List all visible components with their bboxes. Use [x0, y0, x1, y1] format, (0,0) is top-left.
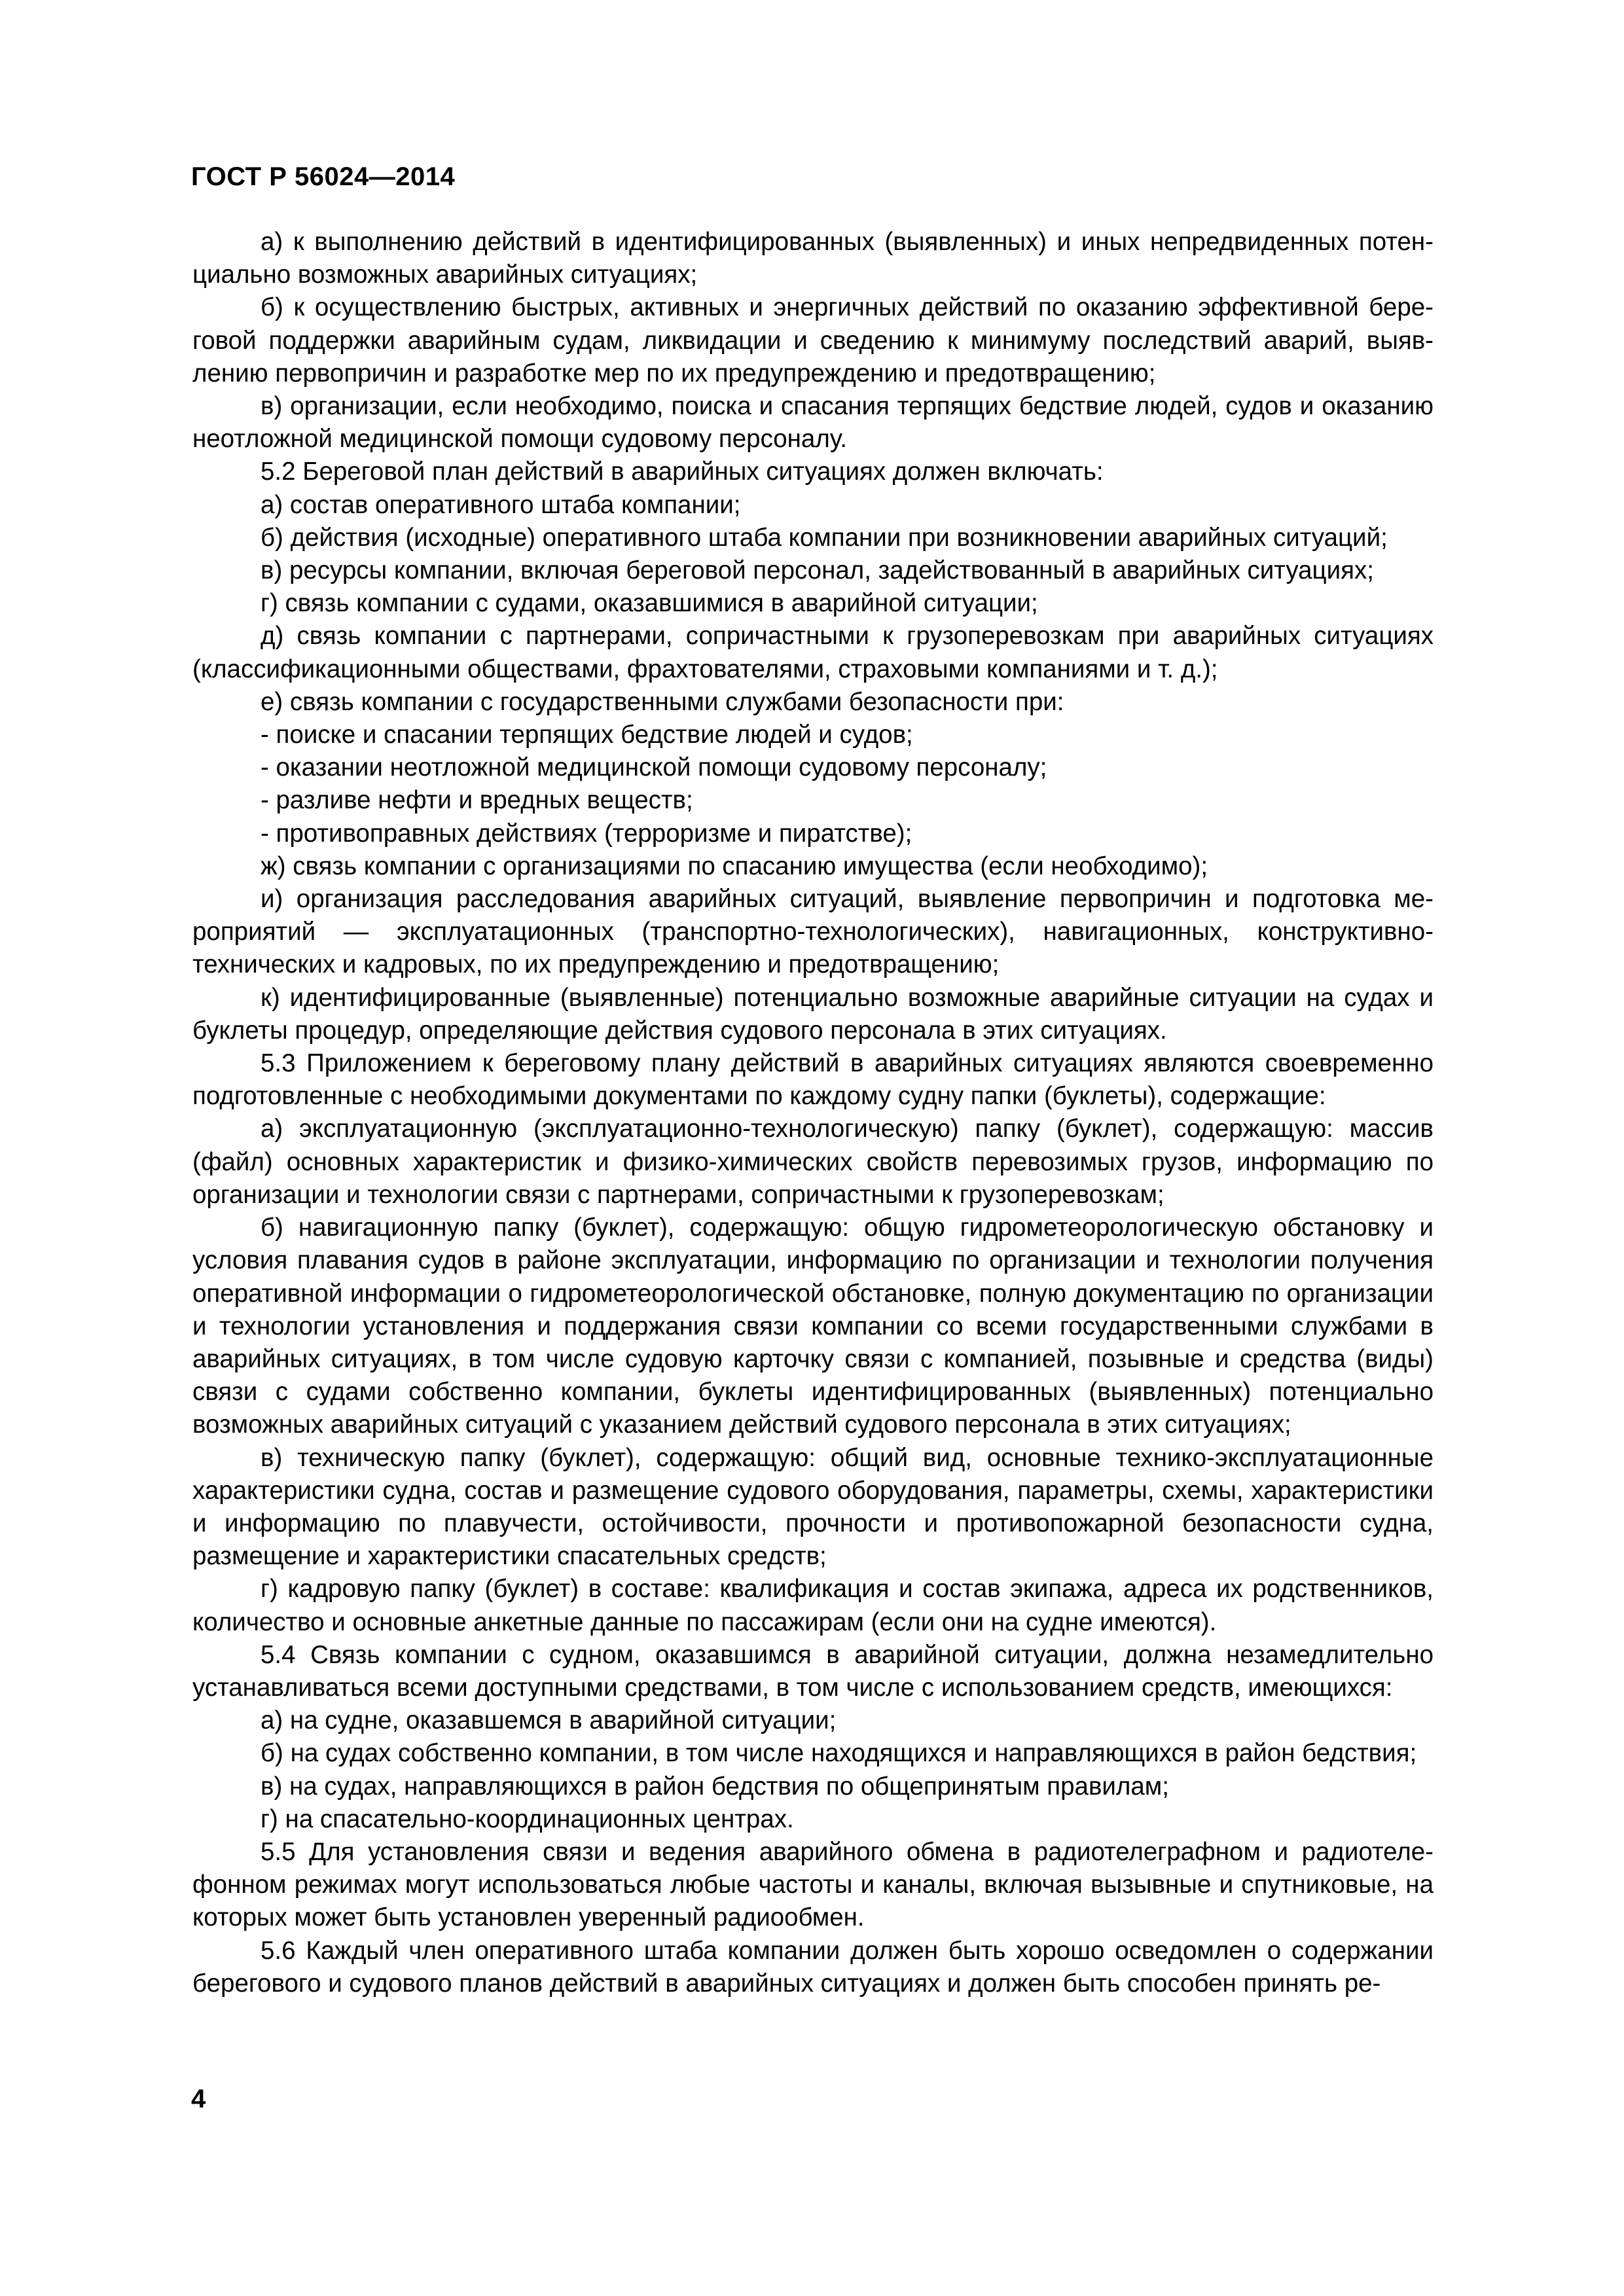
paragraph: - оказании неотложной медицинской помощи судовому персоналу; — [261, 753, 1047, 782]
paragraph: а) на судне, оказавшемся в аварийной ситуации; — [261, 1706, 837, 1735]
paragraph: - противоправных действиях (терроризме и пиратстве); — [261, 819, 912, 848]
document-header: ГОСТ Р 56024—2014 — [191, 162, 456, 191]
paragraph: д) связь компании с партнерами, сопричастными к грузоперевозкам при аварийных ситуациях (классификационными обществами, фрахтователями, страховыми компаниями и т. д.); — [192, 622, 1434, 683]
paragraph: 5.6 Каждый член оперативного штаба компании должен быть хорошо осведомлен о содержании берегового и судового планов действий в аварийных ситуациях и должен быть способен принять ре- — [192, 1936, 1434, 1998]
paragraph: к) идентифицированные (выявленные) потенциально возможные аварийные ситуации на судах и буклеты процедур, определяющие действия судового персонала в этих ситуациях. — [192, 983, 1434, 1045]
paragraph: в) организации, если необходимо, поиска и спасания терпящих бедствие людей, судов и оказанию неотложной медицинской помощи судовому персоналу. — [192, 392, 1434, 454]
paragraph: а) к выполнению действий в идентифицированных (выявленных) и иных непредвиденных потенциально возможных аварийных ситуациях; — [192, 228, 1434, 289]
paragraph: б) действия (исходные) оперативного штаба компании при возникновении аварийных ситуаций; — [261, 523, 1388, 552]
paragraph: а) состав оперативного штаба компании; — [261, 490, 741, 519]
paragraph: в) ресурсы компании, включая береговой персонал, задействованный в аварийных ситуациях; — [261, 556, 1374, 585]
paragraph: - разливе нефти и вредных веществ; — [261, 786, 693, 815]
paragraph: б) на судах собственно компании, в том числе находящихся и направляющихся в район бедствия; — [261, 1739, 1417, 1768]
document-body — [192, 226, 1434, 2000]
paragraph: - поиске и спасании терпящих бедствие людей и судов; — [261, 721, 913, 749]
paragraph: б) к осуществлению быстрых, активных и энергичных действий по оказанию эффективной береговой поддержки аварийным судам, ликвидации и сведению к минимуму последствий аварий, выявлению первопричин и разработке мер по их предупреждению и предотвращению; — [192, 293, 1434, 387]
paragraph: г) на спасательно-координационных центрах. — [261, 1804, 794, 1833]
paragraph: в) техническую папку (буклет), содержащую: общий вид, основные технико-эксплуатационные характеристики судна, состав и размещение судового оборудования, параметры, схемы, характеристики и информацию по плавучести, остойчивости, прочности и противопожарной безопасности судна, размещение и характеристики спасательных средств; — [192, 1443, 1434, 1571]
paragraph: в) на судах, направляющихся в район бедствия по общепринятым правилам; — [261, 1772, 1169, 1801]
paragraph: б) навигационную папку (буклет), содержащую: общую гидрометеорологическую обстановку и условия плавания судов в районе эксплуатации, информацию по организации и технологии получения оперативной информации о гидрометеорологической обстановке, полную документацию по организации и технологии установления и поддержания связи компании со всеми государственными службами в аварийных ситуациях, в том числе судовую карточку связи с компанией, позывные и средства (виды) связи с судами собственно компании, буклеты идентифицированных (выявленных) потенциально возможных аварийных ситуаций с указанием действий судового персонала в этих ситуациях; — [192, 1213, 1434, 1439]
paragraph: г) связь компании с судами, оказавшимися в аварийной ситуации; — [261, 589, 1038, 618]
paragraph: ж) связь компании с организациями по спасанию имущества (если необходимо); — [261, 852, 1208, 880]
page-number: 4 — [191, 2085, 206, 2113]
paragraph: 5.3 Приложением к береговому плану действий в аварийных ситуациях являются своевременно подготовленные с необходимыми документами по каждому судну папки (буклеты), содержащие: — [192, 1049, 1434, 1111]
paragraph: 5.2 Береговой план действий в аварийных ситуациях должен включать: — [261, 457, 1104, 486]
paragraph: 5.5 Для установления связи и ведения аварийного обмена в радиотелеграфном и радиотелефонном режимах могут использоваться любые частоты и каналы, включая вызывные и спутниковые, на которых может быть установлен уверенный радиообмен. — [192, 1837, 1434, 1932]
paragraph: г) кадровую папку (буклет) в составе: квалификация и состав экипажа, адреса их родственников, количество и основные анкетные данные по пассажирам (если они на судне имеются). — [192, 1575, 1434, 1636]
paragraph: и) организация расследования аварийных ситуаций, выявление первопричин и подготовка мероприятий — эксплуатационных (транспортно-технологических), навигационных, конструктивно-технических и кадровых, по их предупреждению и предотвращению; — [192, 885, 1434, 979]
paragraph: 5.4 Связь компании с судном, оказавшимся в аварийной ситуации, должна незамедлительно устанавливаться всеми доступными средствами, в том числе с использованием средств, имеющихся: — [192, 1640, 1434, 1702]
paragraph: а) эксплуатационную (эксплуатационно-технологическую) папку (буклет), содержащую: массив (файл) основных характеристик и физико-химических свойств перевозимых грузов, информацию по организации и технологии связи с партнерами, сопричастными к грузоперевозкам; — [192, 1115, 1434, 1209]
paragraph: е) связь компании с государственными службами безопасности при: — [261, 687, 1064, 716]
